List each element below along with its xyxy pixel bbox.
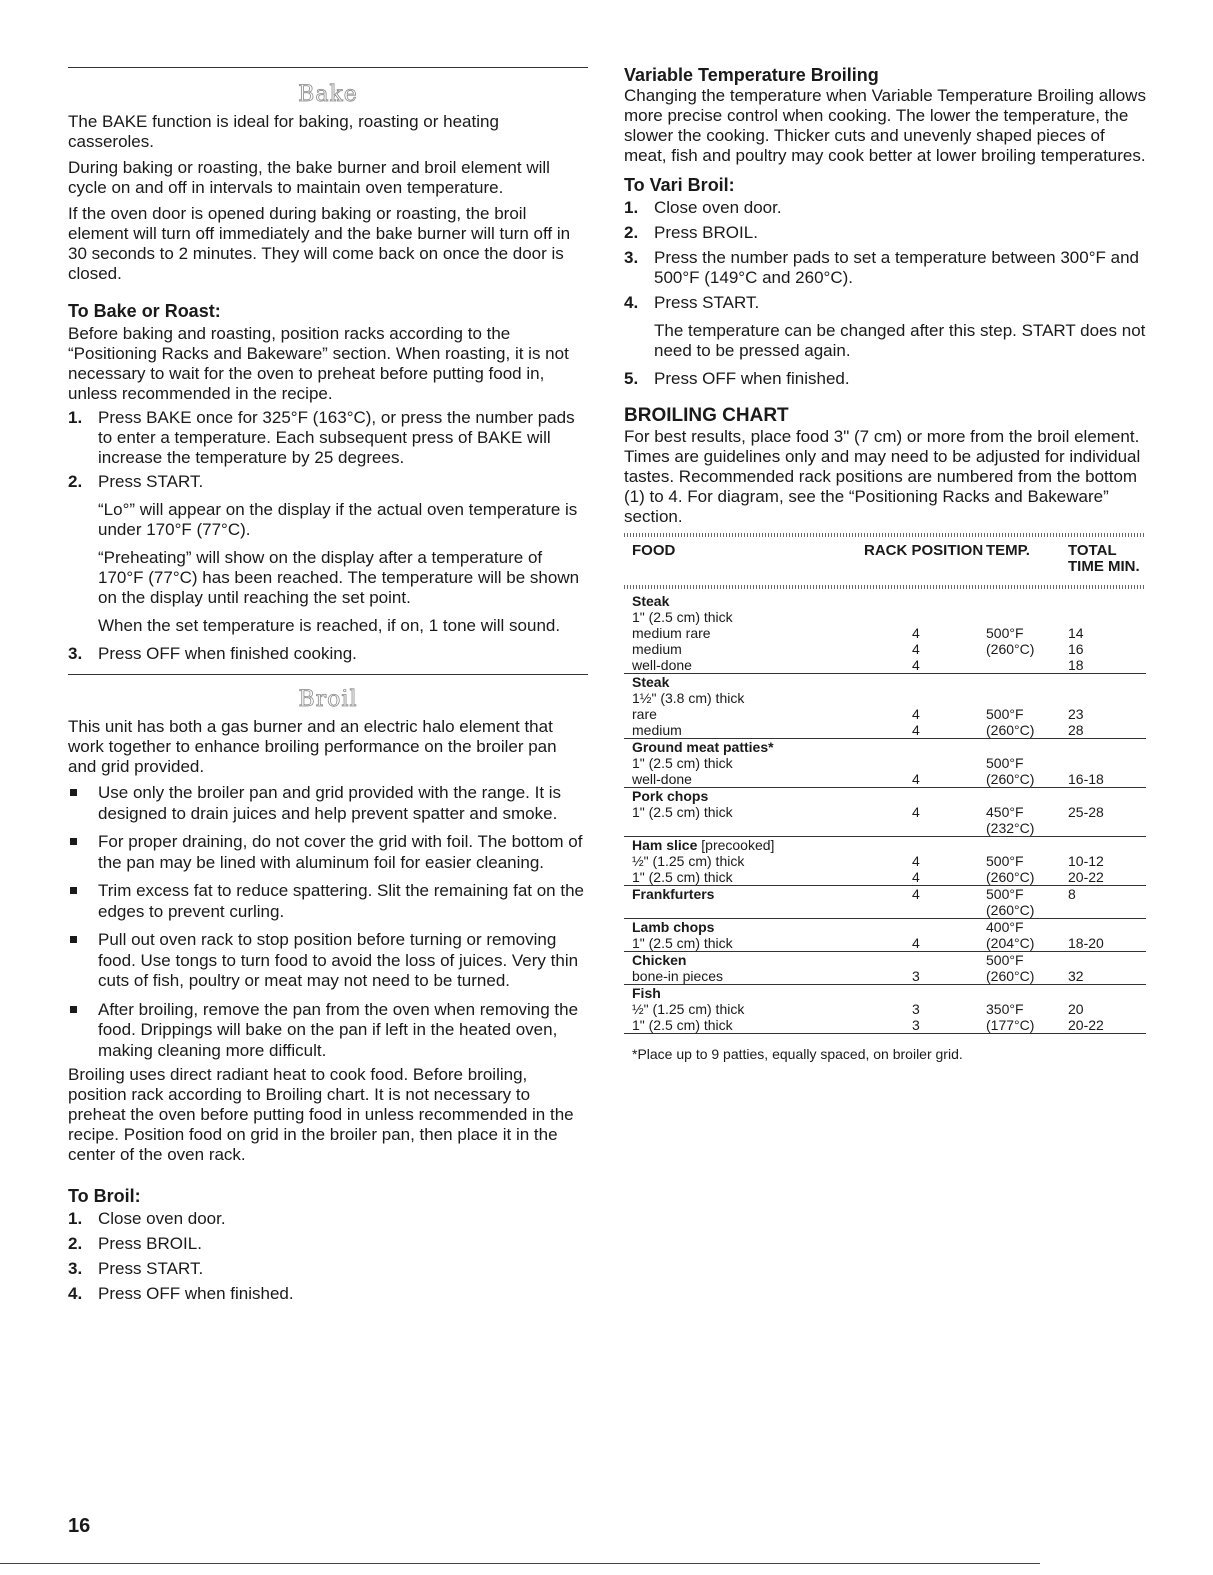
rack-position-cell [864,739,986,756]
bullet-square-icon [70,1006,77,1013]
time-cell [1068,739,1146,756]
step-text: Close oven door. [98,1209,226,1228]
step-note: When the set temperature is reached, if on, 1 tone will sound. [98,616,561,635]
food-name: Frankfurters [632,886,715,902]
rack-position-cell: 4 [864,869,986,886]
temp-cell: (204°C) [986,935,1068,952]
step-number: 1. [624,198,639,217]
rack-position-cell [864,952,986,969]
bake-top-rule [68,67,588,68]
food-name-cell [624,788,864,805]
time-cell [1068,837,1146,854]
time-cell: 16-18 [1068,771,1146,788]
food-detail-cell: 1" (2.5 cm) thick [632,755,733,771]
time-cell [1068,788,1146,805]
step-number: 1. [68,1209,83,1228]
page-number: 16 [68,1515,91,1537]
bake-subheading: To Bake or Roast: [68,301,221,321]
bake-section-title: Bake [298,82,358,107]
food-name-cell [624,886,864,903]
food-name-cell [624,593,864,609]
rack-position-cell: 4 [864,771,986,788]
chart-row [624,609,1146,625]
tip-text: For proper draining, do not cover the grid with foil. The bottom of the pan may be lined with aluminum foil for easier cleaning. [98,832,583,872]
temp-cell: 500°F [986,952,1024,968]
time-cell: 28 [1068,722,1146,739]
rack-position-cell: 4 [912,804,920,820]
temp-cell [986,739,1068,756]
temp-cell [986,674,1068,691]
step-number: 2. [68,472,83,491]
temp-cell: 500°F [986,853,1024,869]
broil-tip [68,832,588,873]
food-name-cell [624,837,864,854]
broil-tip [68,783,588,824]
chart-food-group-row [624,837,1146,854]
time-cell: 20 [1068,1001,1084,1017]
step-text: Press BROIL. [654,223,758,242]
tip-text: After broiling, remove the pan from the oven when removing the food. Drippings will bake on the pan if left in the heated oven, making cleaning more difficult. [98,999,579,1060]
rack-position-cell: 4 [864,657,986,674]
vari-broil-steps [624,198,1146,389]
chart-food-group-row [624,985,1146,1002]
food-detail-cell: 1" (2.5 cm) thick [632,609,733,625]
vari-broil-subheading: To Vari Broil: [624,175,735,195]
food-detail-cell: bone-in pieces [624,968,864,985]
broiling-chart-heading: BROILING CHART [624,405,789,426]
broil-steps [68,1209,588,1304]
vari-step [624,369,1146,389]
tip-text: Use only the broiler pan and grid provided with the range. It is designed to drain juices and help prevent spatter and smoke. [98,783,562,823]
chart-body [624,581,1146,1034]
time-cell [1068,820,1146,837]
bullet-square-icon [70,838,77,845]
time-cell [1068,919,1146,936]
time-cell [1068,609,1146,625]
step-text: Press START. [98,472,204,491]
broil-tip [68,881,588,922]
bake-steps [68,408,588,664]
broil-section-title: Broil [298,687,358,712]
temp-cell: (260°C) [986,902,1068,919]
header-food: FOOD [632,542,676,559]
chart-row [624,804,1146,820]
temp-cell: (260°C) [986,771,1068,788]
time-cell: 23 [1068,706,1084,722]
header-temp: TEMP. [986,542,1030,559]
chart-row [624,869,1146,886]
rack-position-cell [864,837,986,854]
time-cell: 32 [1068,968,1146,985]
food-detail-cell [624,902,864,919]
bullet-square-icon [70,936,77,943]
step-text: Press OFF when finished. [98,1284,294,1303]
temp-cell: (260°C) [986,968,1068,985]
rack-position-cell [864,593,986,609]
left-column [68,0,588,1304]
rack-position-cell: 3 [864,1017,986,1034]
temp-cell: 450°F [986,804,1024,820]
time-cell: 18 [1068,657,1146,674]
bake-intro: Before baking and roasting, position racks according to the “Positioning Racks and Bakeware” section. When roasting, it is not necessary to wait for the oven to preheat before putting food in, unless recommended in the recipe. [68,324,569,403]
chart-row [624,853,1146,869]
rack-position-cell: 4 [864,935,986,952]
dotted-divider [624,585,1146,589]
chart-row [624,1017,1146,1034]
header-total-time: TOTAL TIME MIN. [1068,542,1140,575]
temp-cell: 400°F [986,919,1024,935]
food-detail-cell [624,820,864,837]
broil-step [68,1209,588,1229]
step-text: Press OFF when finished. [654,369,850,388]
rack-position-cell: 4 [912,706,920,722]
chart-header-divider [624,581,1146,593]
step-text: Press the number pads to set a temperature between 300°F and 500°F (149°C and 260°C). [654,248,1139,287]
broil-tips-list [68,783,588,1061]
temp-cell: 500°F [986,886,1024,902]
step-text: Press START. [98,1259,204,1278]
step-number: 3. [68,644,83,663]
time-cell: 16 [1068,641,1084,657]
chart-row [624,820,1146,837]
step-text: Press BROIL. [98,1234,202,1253]
rack-position-cell [864,820,986,837]
step-number: 4. [624,293,639,312]
food-name: Pork chops [632,788,709,804]
broil-tip [68,1000,588,1062]
temp-cell: (177°C) [986,1017,1068,1034]
time-cell [1068,674,1146,691]
food-detail-cell: well-done [624,657,864,674]
chart-food-group-row [624,788,1146,805]
time-cell [1068,593,1146,609]
vari-step [624,223,1146,243]
food-name: Ground meat patties* [632,739,774,755]
step-number: 3. [68,1259,83,1278]
time-cell: 20-22 [1068,869,1146,886]
time-cell: 18-20 [1068,935,1146,952]
bake-step [68,472,588,636]
bake-paragraph: If the oven door is opened during baking or roasting, the broil element will turn off immediately and the bake burner will turn off in 30 seconds to 2 minutes. They will come back on once the door is closed. [68,204,571,283]
chart-row [624,1001,1146,1017]
step-number: 3. [624,248,639,267]
broiling-chart-table [624,537,1146,1034]
step-note: “Preheating” will show on the display after a temperature of 170°F (77°C) has been reached. The temperature will be shown on the display until reaching the set point. [98,548,580,607]
chart-row [624,902,1146,919]
food-name-cell [624,985,864,1002]
step-note: The temperature can be changed after this step. START does not need to be pressed again. [654,321,1146,360]
temp-cell [986,985,1068,1002]
broil-paragraph: Broiling uses direct radiant heat to cook food. Before broiling, position rack according to Broiling chart. It is not necessary to preheat the oven before putting food in unless recommended in the recipe. Position food on grid in the broiler pan, then place it in the center of the oven rack. [68,1065,574,1164]
food-detail-cell: 1" (2.5 cm) thick [624,1017,864,1034]
food-detail-cell: 1½" (3.8 cm) thick [632,690,745,706]
vari-step [624,293,1146,361]
chart-food-group-row [624,919,1146,936]
vari-step [624,248,1146,288]
bake-paragraph: During baking or roasting, the bake burner and broil element will cycle on and off in intervals to maintain oven temperature. [68,158,550,197]
food-name-cell [624,952,864,969]
food-name-cell [624,739,864,756]
rack-position-cell: 3 [864,968,986,985]
vari-broil-paragraph: Changing the temperature when Variable Temperature Broiling allows more precise control when cooking. The lower the temperature, the slower the cooking. Thicker cuts and unevenly shaped pieces of meat, fish and poultry may cook better at lower broiling temperatures. [624,86,1146,165]
broil-intro: This unit has both a gas burner and an electric halo element that work together to enhance broiling performance on the broiler pan and grid provided. [68,717,557,776]
temp-cell: 500°F [986,706,1024,722]
chart-row [624,755,1146,771]
time-cell: 25-28 [1068,804,1104,820]
vari-broil-heading: Variable Temperature Broiling [624,65,879,85]
food-name: Chicken [632,952,687,968]
rack-position-cell [864,609,986,625]
chart-row [624,641,1146,657]
rack-position-cell [864,788,986,805]
time-cell [1068,952,1146,969]
food-detail-cell: rare [632,706,657,722]
food-note: [precooked] [697,837,775,853]
chart-row [624,722,1146,739]
time-cell [1068,690,1146,706]
rack-position-cell [864,690,986,706]
rack-position-cell [864,902,986,919]
broiling-chart-intro: For best results, place food 3" (7 cm) or more from the broil element. Times are guidelines only and may need to be adjusted for individual tastes. Recommended rack positions are numbered from the bottom (1) to 4. For diagram, see the “Positioning Racks and Bakeware” section. [624,427,1141,526]
broil-tip [68,930,588,992]
step-note: “Lo°” will appear on the display if the actual oven temperature is under 170°F (77°C). [98,500,578,539]
broil-top-rule [68,674,588,675]
header-rack-position: RACK POSITION [864,542,984,559]
time-cell [1068,902,1146,919]
step-text: Press START. [654,293,760,312]
broil-step [68,1234,588,1254]
bullet-square-icon [70,789,77,796]
temp-cell: (260°C) [986,641,1035,657]
temp-cell [986,657,1068,674]
food-detail-cell: 1" (2.5 cm) thick [624,869,864,886]
rack-position-cell [864,919,986,936]
time-cell [1068,755,1146,771]
chart-row [624,968,1146,985]
time-cell: 10-12 [1068,853,1104,869]
food-name: Steak [632,593,670,609]
food-detail-cell: 1" (2.5 cm) thick [624,935,864,952]
food-detail-cell: medium [632,641,682,657]
rack-position-cell: 4 [912,625,920,641]
broil-subheading: To Broil: [68,1186,141,1206]
temp-cell: 500°F [986,755,1024,771]
food-name-cell [624,919,864,936]
chart-row [624,706,1146,722]
food-name: Lamb chops [632,919,715,935]
bake-step [68,408,588,468]
food-name: Ham slice [632,837,698,853]
temp-cell [986,593,1068,609]
bake-paragraph: The BAKE function is ideal for baking, roasting or heating casseroles. [68,112,499,151]
food-name: Steak [632,674,670,690]
step-number: 5. [624,369,639,388]
food-detail-cell: ½" (1.25 cm) thick [632,853,745,869]
step-number: 2. [624,223,639,242]
temp-cell: (232°C) [986,820,1068,837]
rack-position-cell [864,755,986,771]
rack-position-cell [864,674,986,691]
food-detail-cell: 1" (2.5 cm) thick [632,804,733,820]
tip-text: Trim excess fat to reduce spattering. Slit the remaining fat on the edges to prevent curling. [98,881,584,921]
chart-food-group-row [624,952,1146,969]
chart-row [624,657,1146,674]
food-name: Fish [632,985,661,1001]
chart-food-group-row [624,739,1146,756]
temp-cell [986,609,1068,625]
chart-food-group-row [624,886,1146,903]
chart-footnote: *Place up to 9 patties, equally spaced, on broiler grid. [632,1046,963,1062]
bullet-square-icon [70,887,77,894]
food-detail-cell: medium [624,722,864,739]
step-text: Close oven door. [654,198,782,217]
rack-position-cell [864,985,986,1002]
chart-row [624,935,1146,952]
rack-position-cell: 4 [864,722,986,739]
rack-position-cell: 4 [912,886,920,902]
right-column [624,0,1146,1064]
temp-cell [986,837,1068,854]
step-number: 1. [68,408,83,427]
rack-position-cell: 4 [912,853,920,869]
temp-cell: 350°F [986,1001,1024,1017]
rack-position-cell: 4 [912,641,920,657]
time-cell: 20-22 [1068,1017,1146,1034]
chart-row [624,771,1146,788]
chart-food-group-row [624,674,1146,691]
bake-step [68,644,588,664]
chart-row [624,625,1146,641]
temp-cell: 500°F [986,625,1024,641]
food-name-cell [624,674,864,691]
time-cell: 8 [1068,886,1076,902]
step-text: Press BAKE once for 325°F (163°C), or press the number pads to enter a temperature. Each subsequent press of BAKE will increase the temperature by 25 degrees. [98,408,575,467]
step-text: Press OFF when finished cooking. [98,644,357,663]
temp-cell: (260°C) [986,869,1068,886]
time-cell [1068,985,1146,1002]
rack-position-cell: 3 [912,1001,920,1017]
step-number: 4. [68,1284,83,1303]
chart-food-group-row [624,593,1146,609]
time-cell: 14 [1068,625,1084,641]
vari-step [624,198,1146,218]
broil-step [68,1284,588,1304]
food-detail-cell: ½" (1.25 cm) thick [632,1001,745,1017]
temp-cell [986,788,1068,805]
step-number: 2. [68,1234,83,1253]
temp-cell: (260°C) [986,722,1068,739]
page-bottom-rule [0,1563,1040,1564]
food-detail-cell: medium rare [632,625,711,641]
broil-step [68,1259,588,1279]
tip-text: Pull out oven rack to stop position before turning or removing food. Use tongs to turn food to avoid the loss of juices. Very thin cuts of fish, poultry or meat may not need to be turned. [98,930,579,990]
food-detail-cell: well-done [624,771,864,788]
chart-header-row [624,537,1146,581]
chart-row [624,690,1146,706]
temp-cell [986,690,1068,706]
